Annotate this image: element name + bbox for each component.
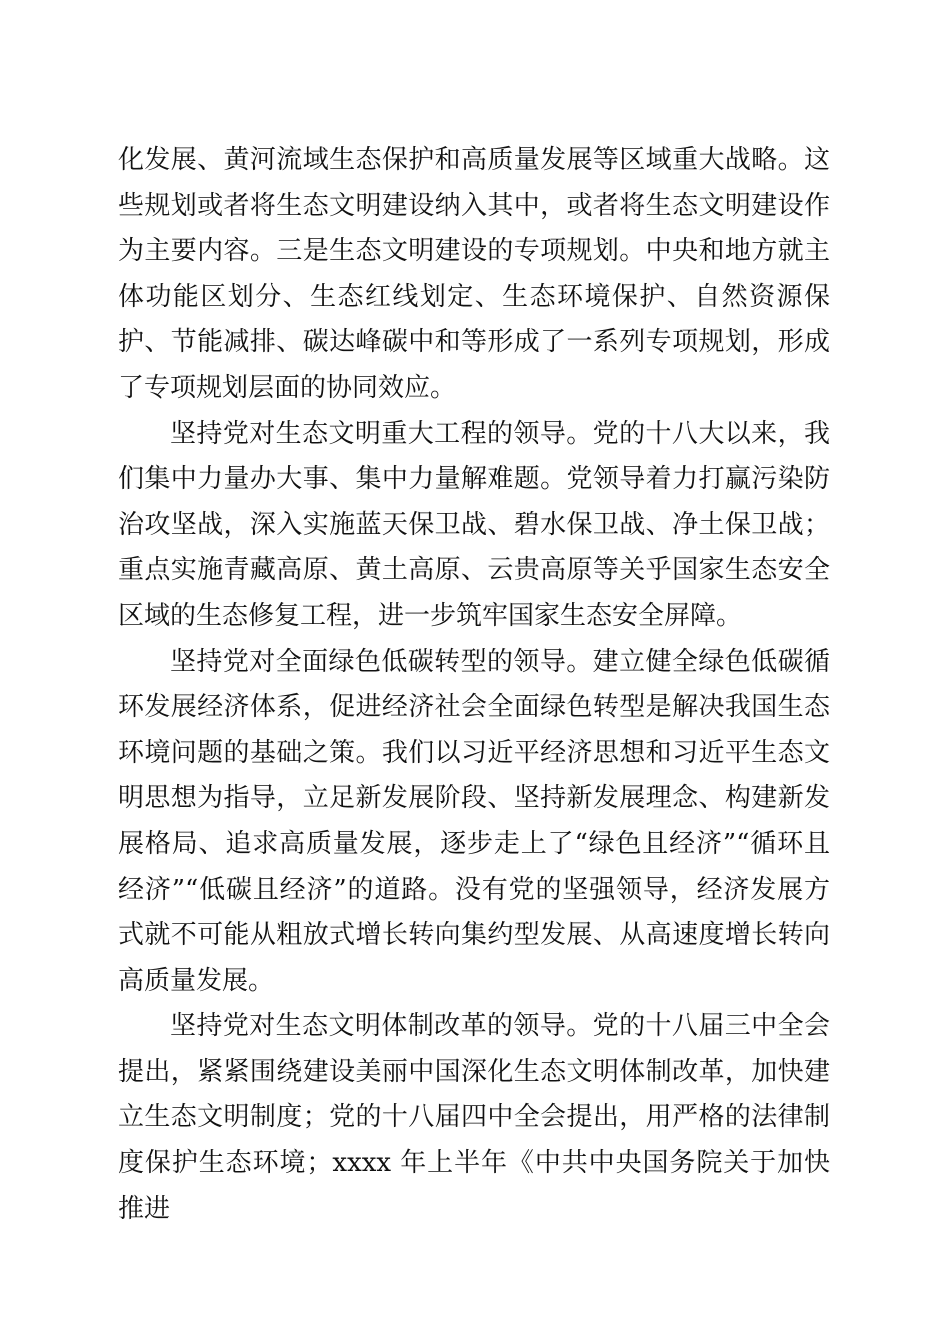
paragraph-institutional-reform: 坚持党对生态文明体制改革的领导。党的十八届三中全会提出，紧紧围绕建设美丽中国深化生态文明体制改革，加快建立生态文明制度；党的十八届四中全会提出，用严格的法律制度保护生态环境；xxxx 年上半年《中共中央国务院关于加快推进 <box>118 1011 830 1224</box>
paragraph-green-transition: 坚持党对全面绿色低碳转型的领导。建立健全绿色低碳循环发展经济体系，促进经济社会全面绿色转型是解决我国生态环境问题的基础之策。我们以习近平经济思想和习近平生态文明思想为指导，立足新发展阶段、坚持新发展理念、构建新发展格局、追求高质量发展，逐步走上了“绿色且经济”“循环且经济”“低碳且经济”的道路。没有党的坚强领导，经济发展方式就不可能从粗放式增长转向集约型发展、从高速度增长转向高质量发展。 <box>118 646 830 996</box>
document-body <box>118 138 830 1232</box>
paragraph-major-projects: 坚持党对生态文明重大工程的领导。党的十八大以来，我们集中力量办大事、集中力量解难题。党领导着力打赢污染防治攻坚战，深入实施蓝天保卫战、碧水保卫战、净土保卫战；重点实施青藏高原、黄土高原、云贵高原等关乎国家生态安全区域的生态修复工程，进一步筑牢国家生态安全屏障。 <box>118 418 830 631</box>
paragraph-continuation: 化发展、黄河流域生态保护和高质量发展等区域重大战略。这些规划或者将生态文明建设纳入其中，或者将生态文明建设作为主要内容。三是生态文明建设的专项规划。中央和地方就主体功能区划分、生态红线划定、生态环境保护、自然资源保护、节能减排、碳达峰碳中和等形成了一系列专项规划，形成了专项规划层面的协同效应。 <box>118 145 830 403</box>
